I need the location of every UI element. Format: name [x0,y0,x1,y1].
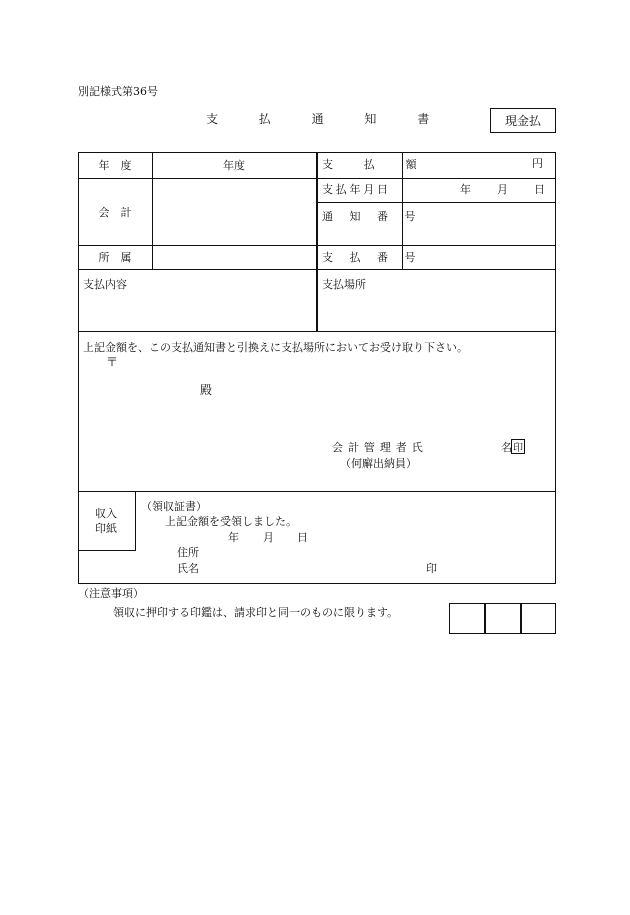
row-divider [78,491,556,492]
row-divider [152,178,317,179]
receipt-name-label: 氏名 [177,562,199,575]
stamp-box-right [135,491,136,550]
stamp-label-2: 印紙 [95,522,117,535]
stamp-label-1: 収入 [95,507,117,520]
postal-mark: 〒 [106,355,119,369]
receipt-text: 上記金額を受領しました。 [165,515,297,528]
naiyo-label: 支払内容 [83,278,127,291]
shiharai-gaku-label: 支 払 額 [322,158,427,171]
approval-seal-boxes [449,603,556,634]
receipt-heading: （領収証書） [141,500,207,513]
kaikei-label: 会 計 [98,205,132,219]
shozoku-label: 所 属 [98,251,132,264]
shiharai-bango-label: 支 払 番 号 [322,251,419,264]
manager-label: 会計管理者氏 [332,441,428,454]
col-divider [316,152,318,332]
receipt-month: 月 [263,531,274,544]
seal-box-divider [484,603,486,634]
yen-unit: 円 [532,157,543,170]
seal-stamp: 印 [511,439,525,454]
notes-text: 領収に押印する印鑑は、請求印と同一のものに限ります。 [113,606,399,619]
page-title: 支 払 通 知 書 [206,112,444,126]
tsuchi-bango-label: 通 知 番 号 [322,210,419,223]
receipt-seal-label: 印 [426,562,437,575]
date-month: 月 [497,183,508,196]
manager-name-suffix: 名 [501,441,512,454]
shiharai-date-label: 支払年月日 [322,183,391,196]
seal-box-divider [520,603,522,634]
receipt-year: 年 [228,531,239,544]
date-day: 日 [534,183,545,196]
notice-message: 上記金額を、この支払通知書と引換えに支払場所においてお受け取り下さい。 [83,341,468,354]
addressee-suffix: 殿 [200,383,213,397]
form-number: 別記様式第36号 [78,85,158,98]
payment-method-badge: 現金払 [490,108,556,133]
row-divider [317,202,556,203]
date-year: 年 [460,183,471,196]
notes-heading: （注意事項） [78,587,144,600]
stamp-box-bottom [78,550,136,551]
nendo-value: 年度 [223,159,245,172]
receipt-address-label: 住所 [177,546,199,559]
nendo-label: 年 度 [98,159,132,172]
receipt-day: 日 [297,531,308,544]
basho-label: 支払場所 [322,278,366,291]
deputy-label: （何廨出納員） [340,457,417,470]
